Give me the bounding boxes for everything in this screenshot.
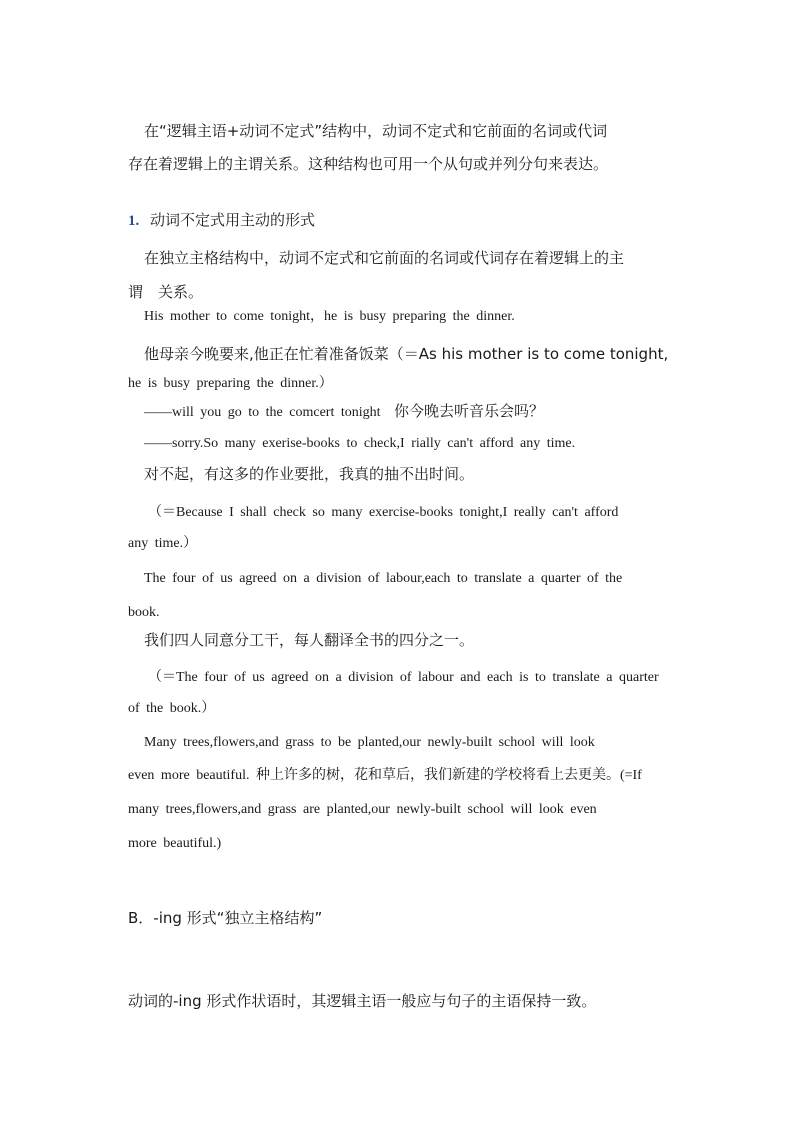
example-3-english-line-2: book.	[128, 605, 160, 620]
intro-line-1: 在“逻辑主语+动词不定式”结构中，动词不定式和它前面的名词或代词	[144, 122, 608, 140]
example-4-line-3: many trees,flowers,and grass are planted,our newly-built school will look even	[128, 802, 597, 817]
example-2-answer-chinese: 对不起，有这多的作业要批，我真的抽不出时间。	[144, 465, 475, 483]
intro-line-2: 存在着逻辑上的主谓关系。这种结构也可用一个从句或并列分句来表达。	[128, 155, 609, 173]
example-4-line-2: even more beautiful. 种上许多的树，花和草后，我们新建的学校将看上去更美。(=If	[128, 768, 642, 783]
example-1-chinese-line-1: 他母亲今晚要来,他正在忙着准备饭菜（＝As his mother is to come tonight,	[144, 345, 669, 363]
example-2-question-chinese: 你今晚去听音乐会吗？	[394, 402, 545, 420]
example-2-answer-english: ——sorry.So many exerise-books to check,I rially can't afford any time.	[144, 436, 576, 451]
section-1-title: 动词不定式用主动的形式	[150, 211, 316, 229]
example-2-equivalent-line-1: （＝Because I shall check so many exercise-books tonight,I really can't afford	[148, 505, 619, 520]
example-3-english-line-1: The four of us agreed on a division of labour,each to translate a quarter of the	[144, 571, 623, 586]
example-4-line-4: more beautiful.)	[128, 836, 222, 851]
example-3-chinese: 我们四人同意分工干，每人翻译全书的四分之一。	[144, 631, 475, 649]
section-1-heading	[128, 210, 315, 231]
section-1-number: 1.	[128, 213, 140, 229]
section-1-para-line-2: 谓 关系。	[128, 283, 204, 301]
section-1-para-line-1: 在独立主格结构中，动词不定式和它前面的名词或代词存在着逻辑上的主	[144, 249, 625, 267]
section-b-para-1: 动词的-ing 形式作状语时，其逻辑主语一般应与句子的主语保持一致。	[128, 992, 597, 1010]
example-3-equivalent-line-1: （＝The four of us agreed on a division of labour and each is to translate a quarter	[148, 670, 659, 685]
example-3-equivalent-line-2: of the book.）	[128, 701, 216, 716]
section-b-title: B．-ing 形式“独立主格结构”	[128, 909, 323, 927]
example-2-question	[144, 401, 544, 423]
example-1-chinese-line-2: he is busy preparing the dinner.）	[128, 376, 333, 391]
example-2-equivalent-line-2: any time.）	[128, 536, 198, 551]
example-2-question-english: ——will you go to the comcert tonight	[144, 405, 381, 420]
example-4-line-1: Many trees,flowers,and grass to be planted,our newly-built school will look	[144, 735, 595, 750]
example-1-english: His mother to come tonight，he is busy preparing the dinner.	[144, 309, 515, 324]
